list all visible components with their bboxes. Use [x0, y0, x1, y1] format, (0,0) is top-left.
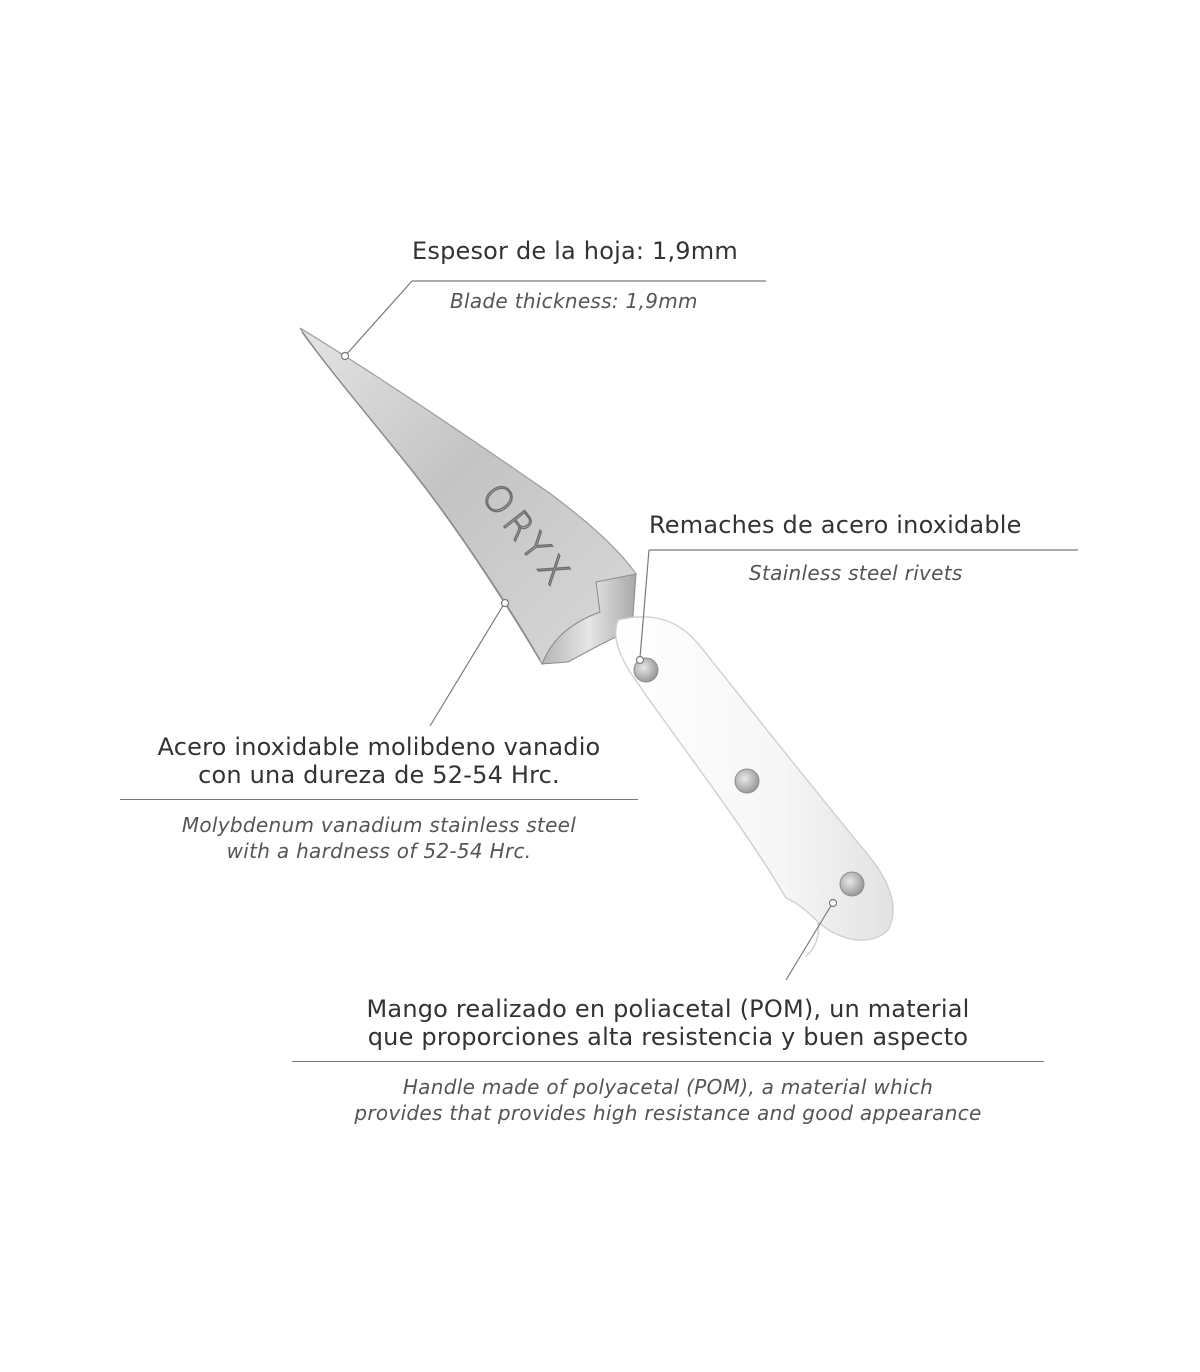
- rivets-es: Remaches de acero inoxidable: [649, 511, 1022, 539]
- leader-lines: [345, 281, 1078, 980]
- blade-thickness-en: Blade thickness: 1,9mm: [450, 288, 698, 313]
- rivets-en: Stainless steel rivets: [749, 560, 963, 585]
- steel-en-line2: with a hardness of 52-54 Hrc.: [226, 839, 532, 864]
- steel-en-line1: Molybdenum vanadium stainless steel: [181, 813, 577, 838]
- brand-logo: ORYX: [472, 476, 581, 598]
- leader-steel-diag: [430, 604, 504, 726]
- leader-blade-thickness-diag: [345, 281, 412, 356]
- handle-es-line1: Mango realizado en poliacetal (POM), un material: [366, 995, 970, 1023]
- marker-rivet: [637, 657, 644, 664]
- callout-blade-thickness: [412, 238, 768, 314]
- knife-blade: [300, 328, 636, 664]
- callout-steel: [120, 734, 638, 864]
- marker-blade-body: [502, 600, 509, 607]
- handle-en-line2: provides that provides high resistance and good appearance: [354, 1101, 982, 1126]
- marker-blade-tip: [342, 353, 349, 360]
- blade-thickness-es: Espesor de la hoja: 1,9mm: [412, 237, 738, 265]
- rivet-3: [840, 872, 864, 896]
- handle-heel: [806, 922, 819, 956]
- handle-en-line1: Handle made of polyacetal (POM), a material which: [402, 1075, 934, 1100]
- callout-rivets: [649, 512, 1079, 586]
- callout-handle: [292, 996, 1044, 1126]
- handle-es-line2: que proporciones alta resistencia y buen aspecto: [367, 1022, 969, 1051]
- steel-es-line1: Acero inoxidable molibdeno vanadio: [157, 733, 601, 761]
- handle-divider: [292, 1061, 1044, 1062]
- leader-handle-diag: [786, 904, 832, 980]
- steel-divider: [120, 799, 638, 800]
- marker-handle: [830, 900, 837, 907]
- rivet-2: [735, 769, 759, 793]
- steel-es-line2: con una dureza de 52-54 Hrc.: [198, 760, 560, 789]
